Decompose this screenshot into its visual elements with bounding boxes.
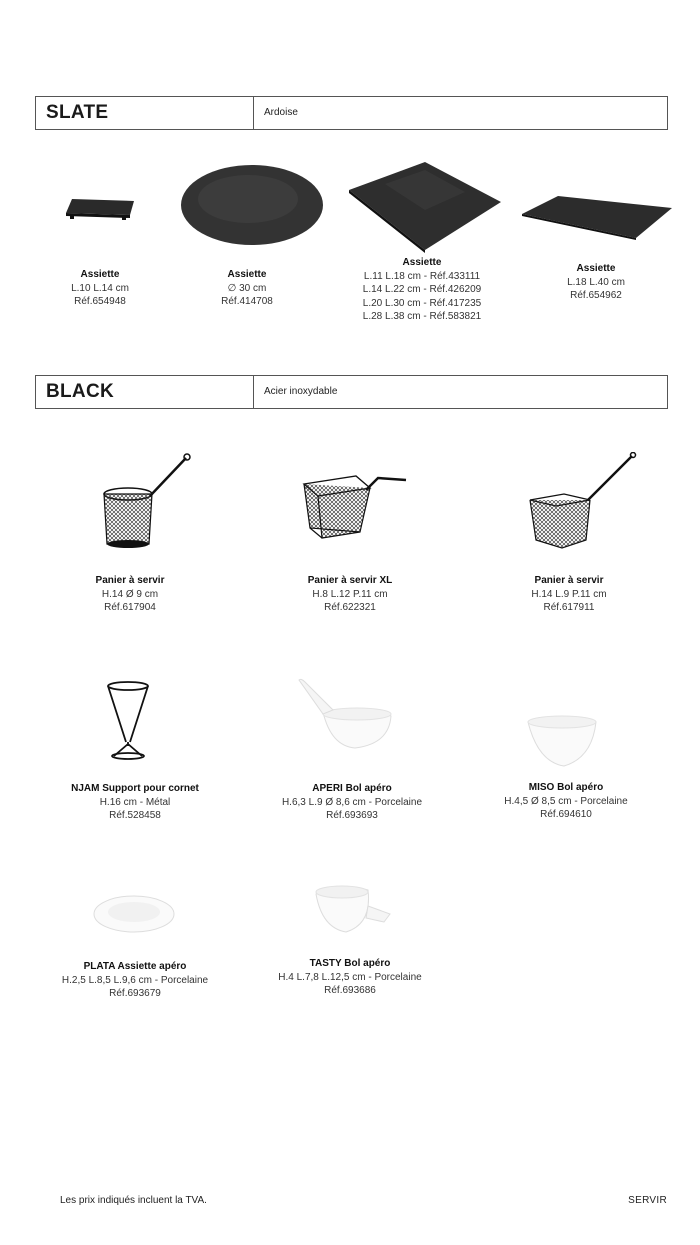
product-detail: H.16 cm - Métal	[99, 796, 171, 808]
product-reference: Réf.654962	[570, 290, 622, 301]
product-reference: Réf.654948	[74, 296, 126, 307]
product-detail: H.8 L.12 P.11 cm	[312, 588, 388, 600]
product-detail: L.14 L.22 cm - Réf.426209	[362, 284, 482, 295]
product-item	[260, 957, 440, 998]
slate-long-plate-image	[518, 194, 674, 242]
product-detail: H.2,5 L.8,5 L.9,6 cm - Porcelaine	[61, 974, 209, 986]
product-detail: L.18 L.40 cm	[567, 276, 625, 288]
square-fry-basket-xl-image	[300, 470, 412, 546]
chapter-label: SERVIR	[628, 1195, 667, 1206]
product-reference: Réf.693686	[324, 985, 376, 996]
product-detail: H.4,5 Ø 8,5 cm - Porcelaine	[504, 795, 628, 807]
section-description: Ardoise	[264, 107, 298, 118]
product-detail: ∅ 30 cm	[227, 282, 267, 294]
section-title: SLATE	[36, 97, 254, 129]
product-detail: H.6,3 L.9 Ø 8,6 cm - Porcelaine	[281, 796, 423, 808]
product-title: TASTY Bol apéro	[309, 958, 391, 969]
round-fry-basket-image	[98, 452, 194, 552]
section-title: BLACK	[36, 376, 254, 408]
product-title: Assiette	[227, 269, 267, 280]
aperi-bowl-image	[293, 676, 399, 752]
product-title: Panier à servir	[95, 575, 165, 586]
product-reference: Réf.693679	[109, 988, 161, 999]
product-detail: H.4 L.7,8 L.12,5 cm - Porcelaine	[278, 971, 422, 983]
product-title: Assiette	[576, 263, 616, 274]
product-reference: Réf.694610	[540, 809, 592, 820]
product-title: Assiette	[402, 257, 442, 268]
cone-holder-image	[104, 680, 152, 762]
product-title: Panier à servir	[534, 575, 604, 586]
plata-plate-image	[90, 892, 178, 936]
product-reference: Réf.617904	[104, 602, 156, 613]
product-item	[45, 960, 225, 1001]
product-detail: L.11 L.18 cm - Réf.433111	[363, 270, 481, 282]
product-detail: L.10 L.14 cm	[71, 282, 129, 294]
product-reference: Réf.693693	[326, 810, 378, 821]
slate-square-plate-image	[345, 160, 505, 255]
product-item	[481, 781, 651, 822]
section-description: Acier inoxydable	[264, 386, 338, 397]
slate-round-plate-image	[178, 163, 326, 248]
product-detail: H.14 L.9 P.11 cm	[531, 588, 607, 600]
section-header-black	[35, 375, 668, 409]
slate-board-small-image	[60, 195, 140, 227]
product-item	[270, 574, 430, 615]
product-reference: Réf.414708	[221, 296, 273, 307]
product-item	[187, 268, 307, 309]
product-title: APERI Bol apéro	[312, 783, 392, 794]
product-reference: Réf.622321	[324, 602, 376, 613]
product-title: Panier à servir XL	[307, 575, 393, 586]
product-detail: L.28 L.38 cm - Réf.583821	[362, 311, 482, 322]
product-item	[262, 782, 442, 823]
product-reference: Réf.528458	[109, 810, 161, 821]
product-title: MISO Bol apéro	[528, 782, 604, 793]
product-title: NJAM Support pour cornet	[71, 783, 199, 794]
price-note: Les prix indiqués incluent la TVA.	[60, 1195, 207, 1206]
rectangular-fry-basket-image	[524, 452, 640, 552]
section-header-slate	[35, 96, 668, 130]
product-item	[536, 262, 656, 303]
product-item	[40, 268, 160, 309]
product-title: PLATA Assiette apéro	[83, 961, 187, 972]
product-title: Assiette	[80, 269, 120, 280]
product-item	[342, 256, 502, 324]
product-item	[494, 574, 644, 615]
product-detail: H.14 Ø 9 cm	[101, 588, 159, 600]
product-item	[45, 782, 225, 823]
product-detail: L.20 L.30 cm - Réf.417235	[362, 297, 482, 309]
product-item	[55, 574, 205, 615]
miso-bowl-image	[524, 712, 600, 770]
tasty-bowl-image	[310, 880, 396, 938]
product-reference: Réf.617911	[543, 602, 595, 613]
